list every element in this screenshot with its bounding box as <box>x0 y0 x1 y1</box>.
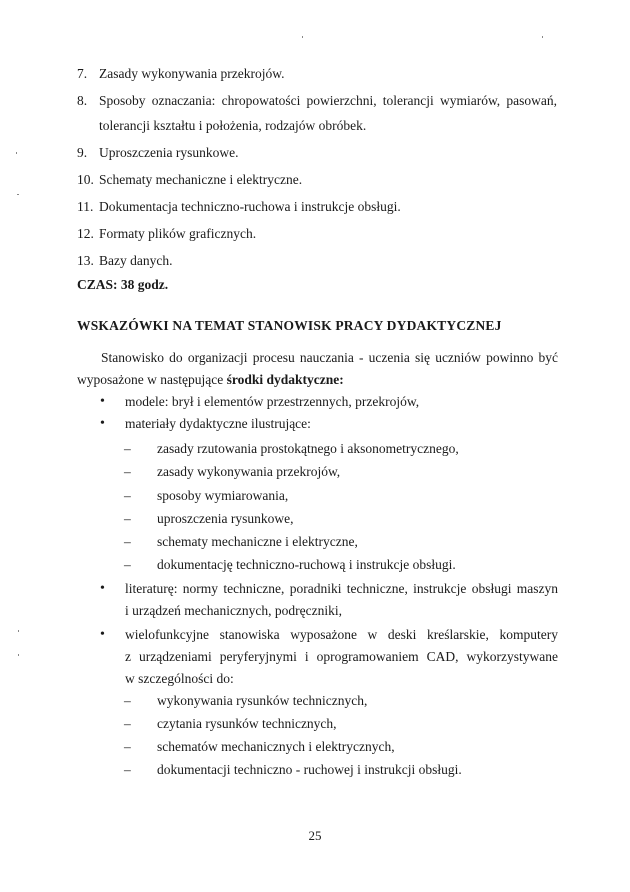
bullet-text <box>125 578 558 622</box>
scan-speck <box>18 654 19 656</box>
dash-text: dokumentacji techniczno - ruchowej i instrukcji obsługi. <box>157 762 462 777</box>
item-text: Uproszczenia rysunkowe. <box>99 145 239 160</box>
dash-text: czytania rysunków technicznych, <box>157 716 337 731</box>
dash-text: dokumentację techniczno-ruchową i instrukcje obsługi. <box>157 557 456 572</box>
item-text: Sposoby oznaczania: chropowatości powierzchni, tolerancji wymiarów, pasowań, <box>99 93 557 108</box>
item-number: 13. <box>77 253 94 268</box>
list-item <box>77 93 557 109</box>
intro-line <box>77 369 558 391</box>
scan-speck <box>18 630 19 632</box>
dash-icon: – <box>124 716 131 731</box>
dash-icon: – <box>124 441 131 456</box>
dash-icon: – <box>124 557 131 572</box>
dash-text: uproszczenia rysunkowe, <box>157 511 294 526</box>
bullet-line: w szczególności do: <box>125 671 234 686</box>
list-item <box>77 253 557 269</box>
scan-speck <box>302 36 303 38</box>
dash-text: wykonywania rysunków technicznych, <box>157 693 368 708</box>
dash-text: sposoby wymiarowania, <box>157 488 289 503</box>
intro-paragraph <box>77 347 558 391</box>
item-number: 7. <box>77 66 88 81</box>
item-text: Schematy mechaniczne i elektryczne. <box>99 172 303 187</box>
item-text: Formaty plików graficznych. <box>99 226 257 241</box>
bullet-item <box>100 413 558 435</box>
bullet-text: materiały dydaktyczne ilustrujące: <box>125 416 311 431</box>
dash-item <box>124 531 358 553</box>
bullet-dot-icon: • <box>100 394 105 409</box>
list-item <box>77 226 557 242</box>
intro-text: wyposażone w następujące <box>77 372 227 387</box>
scan-speck <box>17 194 19 195</box>
dash-item <box>124 759 462 781</box>
bullet-dot-icon: • <box>100 416 105 431</box>
dash-text: zasady wykonywania przekrojów, <box>157 464 341 479</box>
bullet-line: wielofunkcyjne stanowiska wyposażone w deski kreślarskie, komputery <box>125 627 558 642</box>
dash-item <box>124 438 459 460</box>
intro-line: Stanowisko do organizacji procesu nauczania - uczenia się uczniów powinno być <box>101 350 558 365</box>
page-number: 25 <box>308 828 322 843</box>
bullet-item <box>100 578 558 622</box>
intro-bold-text: środki dydaktyczne: <box>226 372 344 387</box>
item-text-continuation: tolerancji kształtu i położenia, rodzajów obróbek. <box>99 118 367 133</box>
bullet-text: modele: brył i elementów przestrzennych, przekrojów, <box>125 394 420 409</box>
dash-icon: – <box>124 534 131 549</box>
item-number: 8. <box>77 93 88 108</box>
item-number: 12. <box>77 226 94 241</box>
scan-speck <box>16 152 17 154</box>
dash-text: schematy mechaniczne i elektryczne, <box>157 534 358 549</box>
item-text: Bazy danych. <box>99 253 173 268</box>
dash-item <box>124 554 456 576</box>
dash-icon: – <box>124 693 131 708</box>
dash-icon: – <box>124 488 131 503</box>
dash-item <box>124 736 395 758</box>
list-item <box>77 145 557 161</box>
dash-item <box>124 713 337 735</box>
dash-icon: – <box>124 739 131 754</box>
list-item <box>77 172 557 188</box>
bullet-line: literaturę: normy techniczne, poradniki techniczne, instrukcje obsługi maszyn <box>125 581 558 596</box>
bullet-text <box>125 624 558 690</box>
scan-speck <box>542 36 543 38</box>
list-item <box>77 199 557 215</box>
item-number: 9. <box>77 145 88 160</box>
item-text: Dokumentacja techniczno-ruchowa i instrukcje obsługi. <box>99 199 401 214</box>
dash-icon: – <box>124 762 131 777</box>
dash-text: zasady rzutowania prostokątnego i aksonometrycznego, <box>157 441 459 456</box>
item-number: 10. <box>77 172 94 187</box>
item-text: Zasady wykonywania przekrojów. <box>99 66 285 81</box>
list-item <box>77 66 557 82</box>
item-number: 11. <box>77 199 94 214</box>
time-allocation: CZAS: 38 godz. <box>77 277 169 292</box>
section-heading: WSKAZÓWKI NA TEMAT STANOWISK PRACY DYDAKTYCZNEJ <box>77 318 502 333</box>
bullet-dot-icon: • <box>100 581 105 596</box>
bullet-line: i urządzeń mechanicznych, podręczniki, <box>125 603 343 618</box>
numbered-topic-list <box>77 66 557 280</box>
dash-icon: – <box>124 511 131 526</box>
dash-icon: – <box>124 464 131 479</box>
dash-item <box>124 690 367 712</box>
dash-item <box>124 508 293 530</box>
dash-item <box>124 485 288 507</box>
bullet-line: z urządzeniami peryferyjnymi i oprogramowaniem CAD, wykorzystywane <box>125 649 558 664</box>
bullet-item <box>100 391 558 413</box>
bullet-item <box>100 624 558 690</box>
bullet-dot-icon: • <box>100 627 105 642</box>
dash-item <box>124 461 340 483</box>
dash-text: schematów mechanicznych i elektrycznych, <box>157 739 395 754</box>
